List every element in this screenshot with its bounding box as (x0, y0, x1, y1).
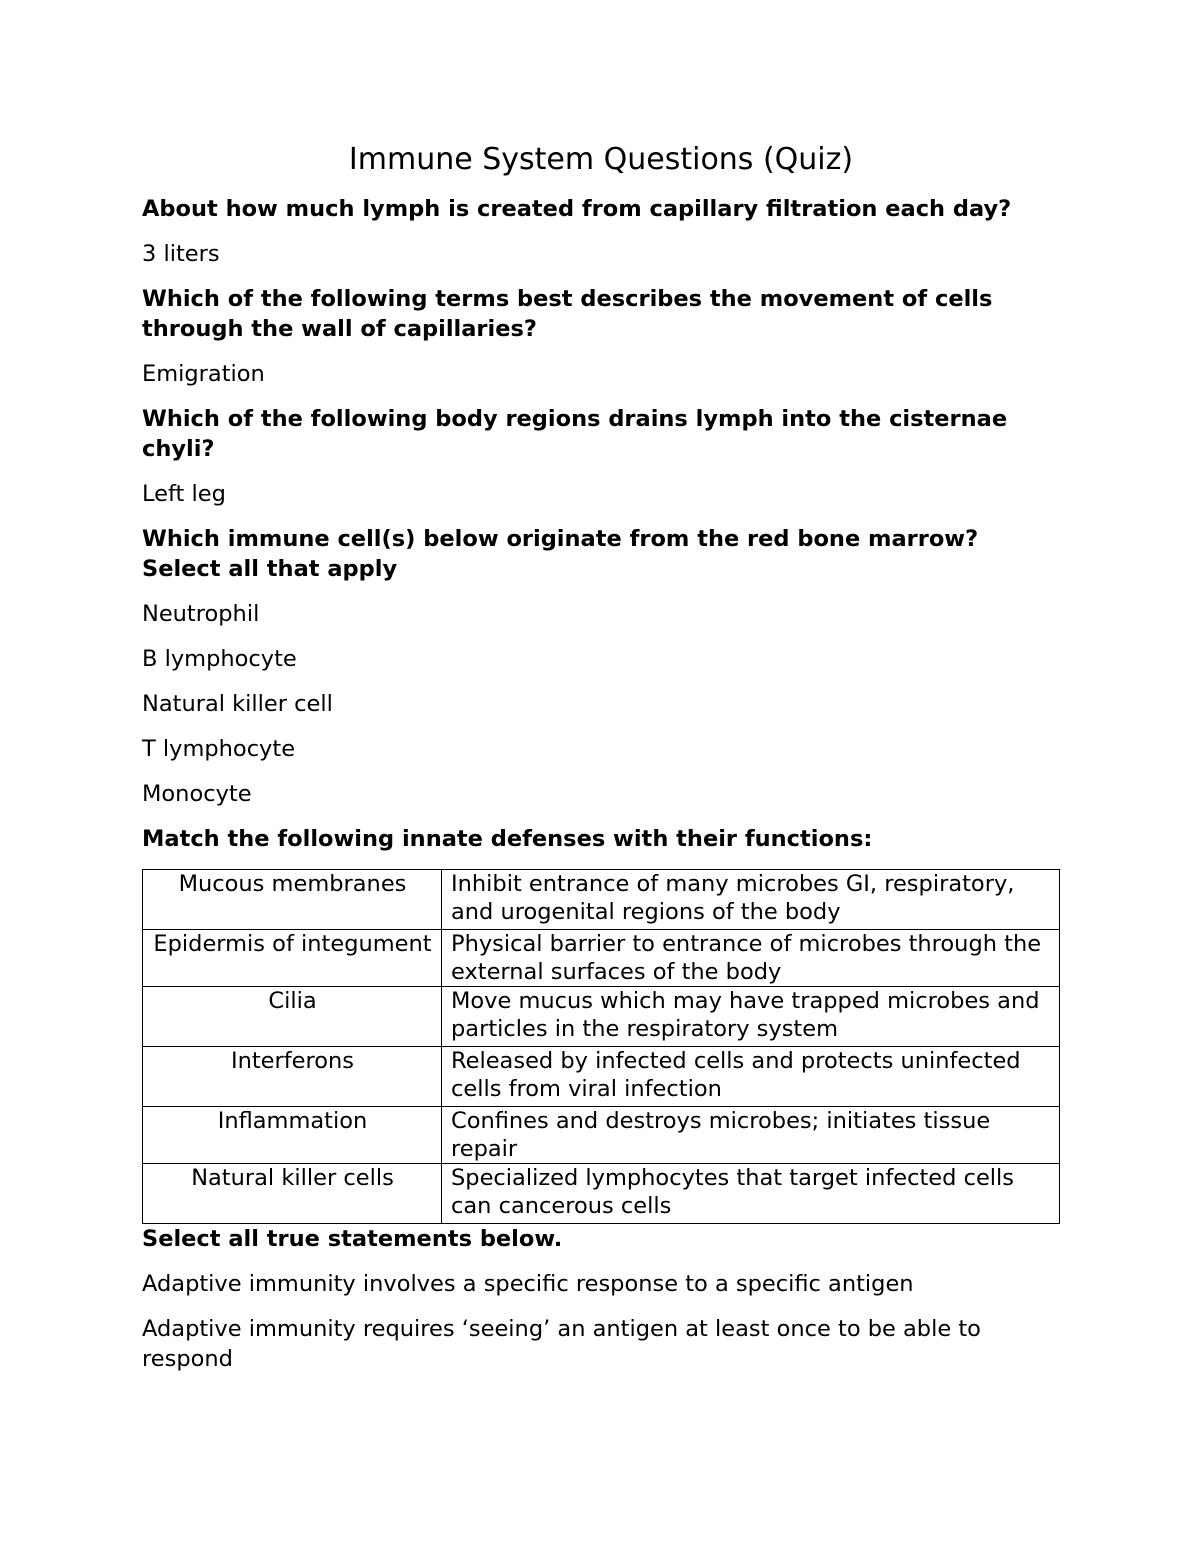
defense-term: Inflammation (143, 1107, 442, 1164)
question-1: About how much lymph is created from capillary filtration each day? (142, 196, 1012, 222)
defense-term: Natural killer cells (143, 1164, 442, 1224)
question-3: Which of the following body regions drains lymph into the cisternae chyli? (142, 406, 1008, 462)
final-question: Select all true statements below. (142, 1226, 563, 1252)
defense-function: Inhibit entrance of many microbes GI, respiratory, and urogenital regions of the body (442, 870, 1060, 930)
final-answer-2: Adaptive immunity requires ‘seeing’ an antigen at least once to be able to respond (142, 1316, 981, 1372)
table-row (143, 870, 1060, 930)
table-row (143, 1107, 1060, 1164)
table-row (143, 1047, 1060, 1107)
question-2: Which of the following terms best describes the movement of cells through the wall of capillaries? (142, 286, 993, 342)
defense-function: Confines and destroys microbes; initiates tissue repair (442, 1107, 1060, 1164)
answer-4-natural-killer-cell: Natural killer cell (142, 691, 333, 717)
answer-4-b-lymphocyte: B lymphocyte (142, 646, 297, 672)
defense-function: Move mucus which may have trapped microbes and particles in the respiratory system (442, 987, 1060, 1047)
innate-defenses-table (142, 869, 1060, 1224)
final-answer-1: Adaptive immunity involves a specific response to a specific antigen (142, 1271, 914, 1297)
defense-term: Mucous membranes (143, 870, 442, 930)
defense-function: Released by infected cells and protects uninfected cells from viral infection (442, 1047, 1060, 1107)
answer-2: Emigration (142, 361, 265, 387)
defense-term: Cilia (143, 987, 442, 1047)
document-title: Immune System Questions (Quiz) (348, 142, 854, 177)
answer-4-t-lymphocyte: T lymphocyte (142, 736, 296, 762)
defense-function: Specialized lymphocytes that target infected cells can cancerous cells (442, 1164, 1060, 1224)
match-question: Match the following innate defenses with their functions: (142, 826, 873, 852)
table-row (143, 1164, 1060, 1224)
answer-1: 3 liters (142, 241, 220, 267)
answer-3: Left leg (142, 481, 226, 507)
defense-function: Physical barrier to entrance of microbes through the external surfaces of the body (442, 930, 1060, 987)
document-page (142, 140, 1060, 1389)
defense-term: Epidermis of integument (143, 930, 442, 987)
table-row (143, 930, 1060, 987)
table-row (143, 987, 1060, 1047)
answer-4-monocyte: Monocyte (142, 781, 252, 807)
answer-4-neutrophil: Neutrophil (142, 601, 260, 627)
question-4: Which immune cell(s) below originate from the red bone marrow? Select all that apply (142, 526, 979, 582)
defense-term: Interferons (143, 1047, 442, 1107)
